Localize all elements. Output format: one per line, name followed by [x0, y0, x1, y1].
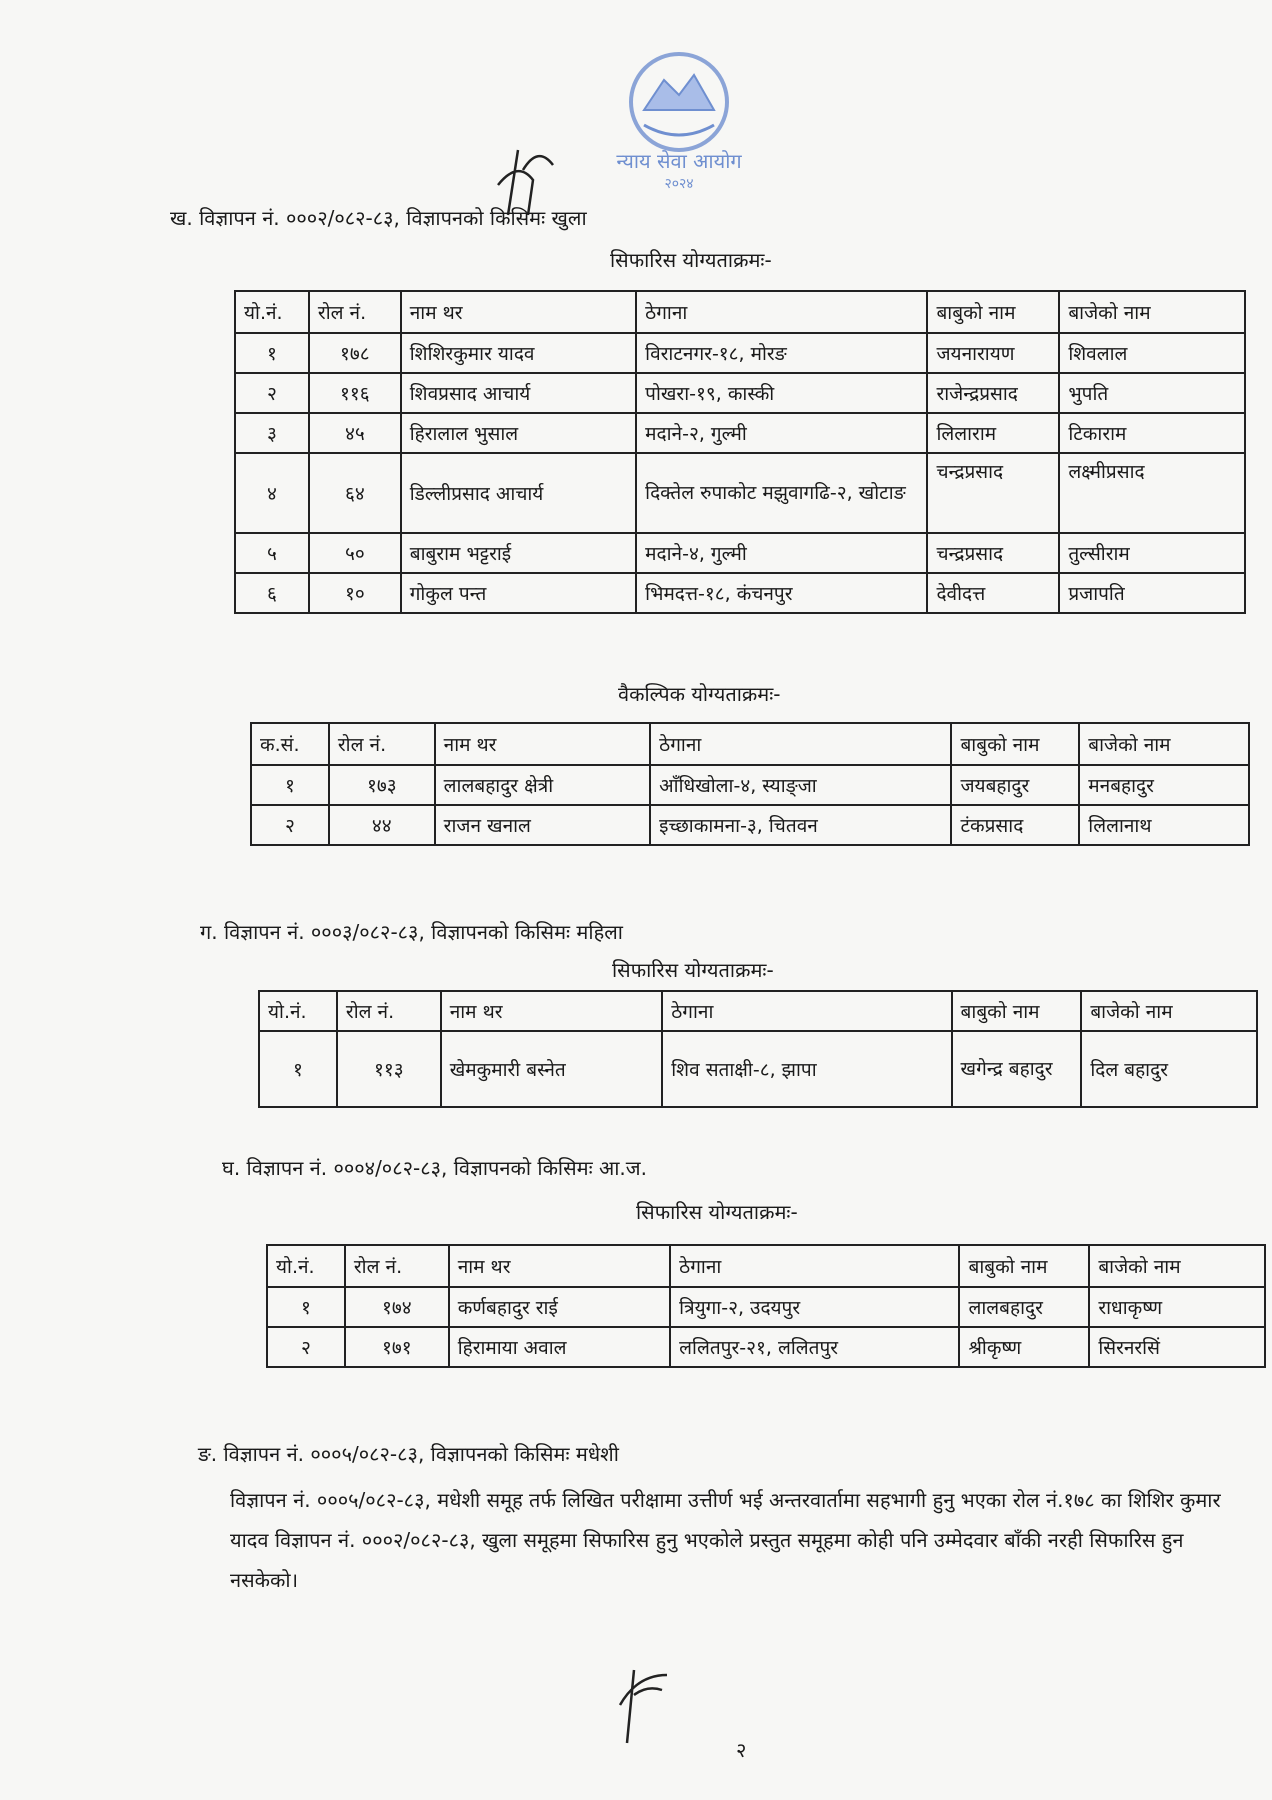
table-row — [235, 573, 1245, 613]
cell: ५० — [309, 533, 401, 573]
cell: दिक्तेल रुपाकोट मझुवागढि-२, खोटाङ — [636, 453, 927, 533]
kha-recommended-table — [234, 290, 1246, 614]
table-row — [251, 805, 1249, 845]
cell: चन्द्रप्रसाद — [927, 453, 1059, 533]
cell: भिमदत्त-१८, कंचनपुर — [636, 573, 927, 613]
cell: टंकप्रसाद — [951, 805, 1079, 845]
page-number: २ — [736, 1738, 747, 1762]
cell: १७४ — [345, 1287, 449, 1327]
cell: कर्णबहादुर राई — [449, 1287, 670, 1327]
cell: राजेन्द्रप्रसाद — [927, 373, 1059, 413]
table-row — [259, 1031, 1257, 1107]
col-header-name: नाम थर — [435, 723, 651, 765]
cell: १७१ — [345, 1327, 449, 1367]
table-row — [235, 533, 1245, 573]
cell: १० — [309, 573, 401, 613]
col-header-father: बाबुको नाम — [959, 1245, 1089, 1287]
cell: २ — [267, 1327, 345, 1367]
svg-text:न्याय सेवा आयोग: न्याय सेवा आयोग — [616, 149, 742, 173]
table-row — [235, 333, 1245, 373]
col-header-address: ठेगाना — [650, 723, 951, 765]
cell: चन्द्रप्रसाद — [927, 533, 1059, 573]
cell: १ — [267, 1287, 345, 1327]
cell: गोकुल पन्त — [401, 573, 636, 613]
col-header-grandfather: बाजेको नाम — [1059, 291, 1245, 333]
col-header-name: नाम थर — [449, 1245, 670, 1287]
cell: मदाने-२, गुल्मी — [636, 413, 927, 453]
cell: १ — [235, 333, 309, 373]
col-header-roll: रोल नं. — [309, 291, 401, 333]
cell: ३ — [235, 413, 309, 453]
cell: बाबुराम भट्टराई — [401, 533, 636, 573]
col-header-roll: रोल नं. — [345, 1245, 449, 1287]
cell: ४५ — [309, 413, 401, 453]
col-header-grandfather: बाजेको नाम — [1081, 991, 1257, 1031]
table-row — [251, 765, 1249, 805]
cell: डिल्लीप्रसाद आचार्य — [401, 453, 636, 533]
kha-alternate-table — [250, 722, 1250, 846]
col-header-serial: यो.नं. — [267, 1245, 345, 1287]
col-header-father: बाबुको नाम — [951, 723, 1079, 765]
signature — [612, 1655, 672, 1745]
cell: १७८ — [309, 333, 401, 373]
col-header-roll: रोल नं. — [337, 991, 441, 1031]
col-header-serial: क.सं. — [251, 723, 329, 765]
cell: शिवप्रसाद आचार्य — [401, 373, 636, 413]
table-row — [235, 453, 1245, 533]
cell: ११६ — [309, 373, 401, 413]
cell: १ — [259, 1031, 337, 1107]
col-header-father: बाबुको नाम — [927, 291, 1059, 333]
section-gha-heading: घ. विज्ञापन नं. ०००४/०८२-८३, विज्ञापनको किसिमः आ.ज. — [222, 1156, 647, 1180]
cell: १७३ — [329, 765, 435, 805]
col-header-address: ठेगाना — [670, 1245, 959, 1287]
section-kha-recommended-caption: सिफारिस योग्यताक्रमः- — [610, 248, 772, 272]
cell: लक्ष्मीप्रसाद — [1059, 453, 1245, 533]
cell: इच्छाकामना-३, चितवन — [650, 805, 951, 845]
col-header-serial: यो.नं. — [235, 291, 309, 333]
cell: ललितपुर-२१, ललितपुर — [670, 1327, 959, 1367]
cell: लिलानाथ — [1079, 805, 1249, 845]
table-row — [267, 1287, 1265, 1327]
cell: ५ — [235, 533, 309, 573]
cell: खगेन्द्र बहादुर — [952, 1031, 1082, 1107]
cell: मनबहादुर — [1079, 765, 1249, 805]
cell: राजन खनाल — [435, 805, 651, 845]
cell: लालबहादुर क्षेत्री — [435, 765, 651, 805]
svg-text:२०२४: २०२४ — [664, 176, 694, 190]
section-ga-caption: सिफारिस योग्यताक्रमः- — [612, 958, 774, 982]
cell: तुल्सीराम — [1059, 533, 1245, 573]
table-row — [235, 413, 1245, 453]
cell: शिव सताक्षी-८, झापा — [662, 1031, 951, 1107]
cell: प्रजापति — [1059, 573, 1245, 613]
cell: २ — [251, 805, 329, 845]
col-header-roll: रोल नं. — [329, 723, 435, 765]
table-header-row — [251, 723, 1249, 765]
cell: शिवलाल — [1059, 333, 1245, 373]
col-header-address: ठेगाना — [636, 291, 927, 333]
cell: ६४ — [309, 453, 401, 533]
cell: ४ — [235, 453, 309, 533]
cell: मदाने-४, गुल्मी — [636, 533, 927, 573]
section-kha-alternate-caption: वैकल्पिक योग्यताक्रमः- — [618, 682, 781, 706]
table-header-row — [259, 991, 1257, 1031]
section-gha-caption: सिफारिस योग्यताक्रमः- — [636, 1200, 798, 1224]
table-row — [235, 373, 1245, 413]
col-header-grandfather: बाजेको नाम — [1079, 723, 1249, 765]
cell: त्रियुगा-२, उदयपुर — [670, 1287, 959, 1327]
col-header-grandfather: बाजेको नाम — [1089, 1245, 1265, 1287]
cell: सिरनरसिं — [1089, 1327, 1265, 1367]
cell: खेमकुमारी बस्नेत — [441, 1031, 663, 1107]
cell: आँधिखोला-४, स्याङ्जा — [650, 765, 951, 805]
cell: १ — [251, 765, 329, 805]
cell: ११३ — [337, 1031, 441, 1107]
col-header-name: नाम थर — [441, 991, 663, 1031]
col-header-father: बाबुको नाम — [952, 991, 1082, 1031]
table-row — [267, 1327, 1265, 1367]
cell: ४४ — [329, 805, 435, 845]
section-nga-heading: ङ. विज्ञापन नं. ०००५/०८२-८३, विज्ञापनको किसिमः मधेशी — [198, 1442, 619, 1466]
gha-recommended-table — [266, 1244, 1266, 1368]
cell: जयनारायण — [927, 333, 1059, 373]
cell: २ — [235, 373, 309, 413]
col-header-serial: यो.नं. — [259, 991, 337, 1031]
section-ga-heading: ग. विज्ञापन नं. ०००३/०८२-८३, विज्ञापनको किसिमः महिला — [200, 920, 623, 944]
col-header-address: ठेगाना — [662, 991, 951, 1031]
cell: टिकाराम — [1059, 413, 1245, 453]
cell: पोखरा-१९, कास्की — [636, 373, 927, 413]
section-nga-paragraph: विज्ञापन नं. ०००५/०८२-८३, मधेशी समूह तर्फ लिखित परीक्षामा उत्तीर्ण भई अन्तरवार्तामा सहभागी हुनु भएका रोल नं.१७८ का शिशिर कुमार यादव विज्ञापन नं. ०००२/०८२-८३, खुला समूहमा सिफारिस हुनु भएकोले प्रस्तुत समूहमा कोही पनि उम्मेदवार बाँकी नरही सिफारिस हुन नसकेको। — [230, 1488, 1221, 1592]
cell: विराटनगर-१८, मोरङ — [636, 333, 927, 373]
cell: हिरामाया अवाल — [449, 1327, 670, 1367]
cell: भुपति — [1059, 373, 1245, 413]
cell: देवीदत्त — [927, 573, 1059, 613]
cell: लिलाराम — [927, 413, 1059, 453]
cell: शिशिरकुमार यादव — [401, 333, 636, 373]
table-header-row — [235, 291, 1245, 333]
cell: लालबहादुर — [959, 1287, 1089, 1327]
cell: श्रीकृष्ण — [959, 1327, 1089, 1367]
ga-recommended-table — [258, 990, 1258, 1108]
cell: दिल बहादुर — [1081, 1031, 1257, 1107]
section-kha-heading: ख. विज्ञापन नं. ०००२/०८२-८३, विज्ञापनको किसिमः खुला — [170, 206, 587, 230]
table-header-row — [267, 1245, 1265, 1287]
col-header-name: नाम थर — [401, 291, 636, 333]
cell: राधाकृष्ण — [1089, 1287, 1265, 1327]
cell: ६ — [235, 573, 309, 613]
cell: जयबहादुर — [951, 765, 1079, 805]
commission-seal — [604, 40, 754, 190]
cell: हिरालाल भुसाल — [401, 413, 636, 453]
